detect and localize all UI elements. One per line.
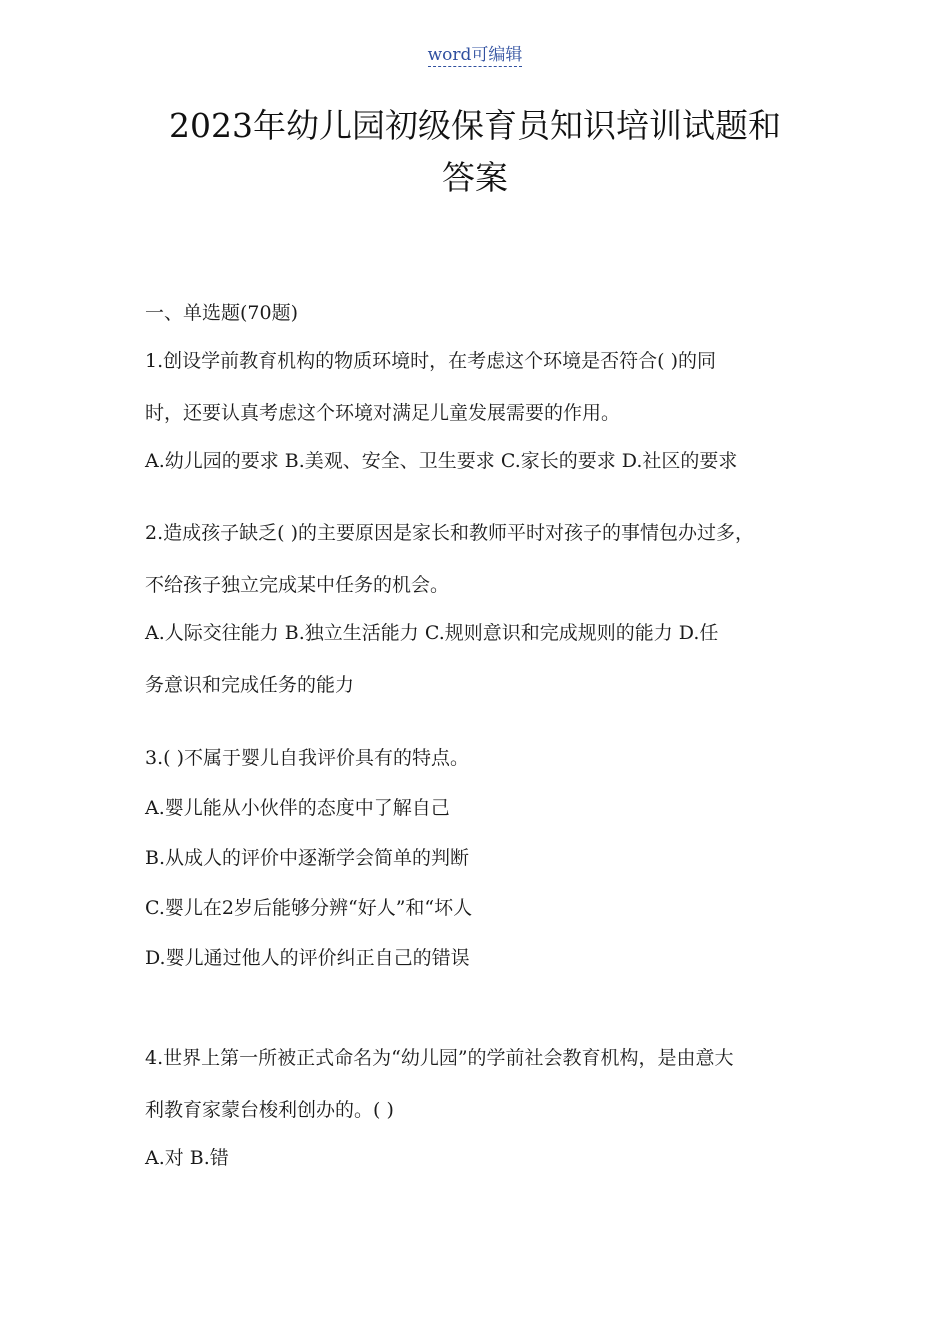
question-3-line-1: 3.( )不属于婴儿自我评价具有的特点。 [145,747,469,769]
question-2-options-line-2: 务意识和完成任务的能力 [145,674,355,696]
question-3-option-d: D.婴儿通过他人的评价纠正自己的错误 [145,947,470,969]
editable-word-link[interactable] [0,40,950,65]
question-3-option-a: A.婴儿能从小伙伴的态度中了解自己 [145,797,450,819]
question-3-option-b: B.从成人的评价中逐渐学会简单的判断 [145,847,470,869]
question-2-options-line-1: A.人际交往能力 B.独立生活能力 C.规则意识和完成规则的能力 D.任 [145,622,719,644]
question-2-line-2: 不给孩子独立完成某中任务的机会。 [145,574,450,596]
question-2-line-1: 2.造成孩子缺乏( )的主要原因是家长和教师平时对孩子的事情包办过多， [145,522,754,544]
question-1-line-2: 时，还要认真考虑这个环境对满足儿童发展需要的作用。 [145,402,621,424]
question-3-option-c: C.婴儿在2岁后能够分辨“好人”和“坏人 [145,897,473,919]
question-1-line-1: 1.创设学前教育机构的物质环境时，在考虑这个环境是否符合( )的同 [145,350,716,372]
question-4-line-2: 利教育家蒙台梭利创办的。( ) [145,1099,394,1121]
title-line-1: 2023年幼儿园初级保育员知识培训试题和 [169,106,781,145]
question-4-options: A.对 B.错 [145,1147,229,1169]
question-4-line-1: 4.世界上第一所被正式命名为“幼儿园”的学前社会教育机构，是由意大 [145,1047,734,1069]
editable-word-link-text[interactable]: word可编辑 [427,45,523,65]
question-1-options: A.幼儿园的要求 B.美观、安全、卫生要求 C.家长的要求 D.社区的要求 [145,450,738,472]
section-heading: 一、单选题(70题) [145,302,299,324]
document-title [140,100,810,204]
title-line-2: 答案 [442,158,508,197]
